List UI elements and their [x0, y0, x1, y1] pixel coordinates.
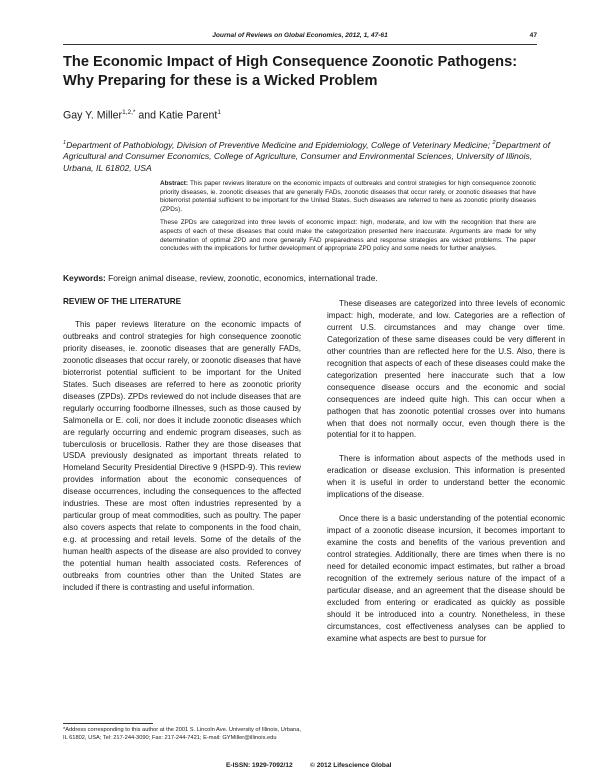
- title-line-2: Why Preparing for these is a Wicked Problem: [63, 73, 378, 89]
- author-2-affiliation-mark: 1: [217, 109, 221, 116]
- right-column: [327, 298, 565, 657]
- affiliation-2: Department of Agricultural and Consumer Economics, College of Agriculture, Consumer and Environmental Sciences, University of Illinois, Urbana, IL 61802, USA: [63, 139, 551, 174]
- abstract-paragraph-2: These ZPDs are categorized into three levels of economic impact: high, moderate, and low with the recognition that there are aspects of each of these diseases that could make the categorization presented here inaccurate. Arguments are made for why determination of optimal ZPD and more generally FAD preparedness and response strategies are wicked problems. The paper concludes with the implications for further development of appropriate ZPD policy and some needs for further analyses.: [160, 219, 536, 253]
- right-paragraph-3: Once there is a basic understanding of the potential economic impact of a zoonotic disease incursion, it becomes important to examine the costs and benefits of the various prevention and control strategies. Additionally, there are times when there is no need for detailed economic impact estimates, but rather a broad recognition of the extremely serious nature of the impact of a particular disease, and an agreement that the disease should be excluded from entering or eradicated as quickly as possible should it be introduced into a country. Nonetheless, in these circumstances, cost effectiveness analyses can be applied to examine what aspects are best to pursue for: [327, 514, 565, 643]
- page-number: 47: [529, 32, 537, 39]
- affiliation-1-mark: 1: [63, 140, 67, 146]
- affiliations: [63, 138, 560, 175]
- affiliation-2-mark: 2: [492, 140, 496, 146]
- running-head: [63, 32, 537, 44]
- title-line-1: The Economic Impact of High Consequence Zoonotic Pathogens:: [63, 54, 518, 70]
- affiliation-1: Department of Pathobiology, Division of Preventive Medicine and Epidemiology, College of Veterinary Medicine;: [66, 139, 493, 150]
- section-heading: REVIEW OF THE LITERATURE: [63, 297, 182, 306]
- left-paragraph-1: This paper reviews literature on the economic impacts of outbreaks and control strategies for high consequence zoonotic priority diseases, ie. zoonotic diseases that are generally FADs, zoonotic diseases that occur rarely, or zoonotic diseases that have bioterrorist potential sufficient to be important for the United States. Such diseases are referred to here as zoonotic priority diseases (ZPDs). ZPDs reviewed do not include diseases that are regularly occurring foodborne illnesses, such as those caused by Salmonella or E. coli, nor does it include zoonotic diseases which are regularly occurring and endemic program diseases, such as tuberculosis or brucellosis. Rather they are those diseases that USDA previously designated as important threats related to Homeland Security Presidential Directive 9 (HSPD-9). This review provides information about the economic consequences of disease occurrences, including the consequences to the affected industries. These are most often industries represented by a particular group of meat commodities, such as poultry. The paper also covers aspects that relate to components in the food chain, e.g. at processing and retail levels. Some of the details of the human health aspects of the disease are also provided to convey the potential human health associated costs. References of outbreaks from countries other than the United States are included if there is contrasting and useful information.: [63, 320, 301, 592]
- author-list: [63, 109, 221, 122]
- author-connector: and Katie Parent: [135, 109, 218, 122]
- left-column: [63, 296, 301, 606]
- abstract: [160, 180, 536, 259]
- footer-copyright: © 2012 Lifescience Global: [310, 762, 392, 769]
- keywords-text: Foreign animal disease, review, zoonotic, economics, international trade.: [108, 273, 378, 283]
- footnote-rule: [63, 723, 153, 724]
- right-paragraph-2: There is information about aspects of the methods used in eradication or disease exclusion. This information is presented when it is useful in order to understand better the economic implications of the disease.: [327, 454, 565, 500]
- abstract-text-1: This paper reviews literature on the economic impacts of outbreaks and control strategies for high consequence zoonotic priority diseases, ie. zoonotic diseases that are generally FADs, zoonotic diseases that occur rarely, or zoonotic diseases that have bioterrorist potential sufficient to be important for the United States. Such diseases are referred to here as zoonotic priority diseases (ZPDs).: [160, 180, 536, 213]
- right-paragraph-1: These diseases are categorized into three levels of economic impact: high, moderate, and low. Categories are a reflection of current U.S. circumstances and may change over time. Categorization of these same diseases could be very different in other countries than are reflected here for the U.S. Also, there is recognition that aspects of each of these diseases could make the categorization presented here inaccurate such that a low consequence disease occurs and the economic and social consequences are indeed quite high. This can occur when a pathogen that has zoonotic potential crosses over into humans when that does not normally occur, even though there is the potential for it to happen.: [327, 299, 565, 440]
- journal-citation: Journal of Reviews on Global Economics, 2012, 1, 47-61: [212, 32, 388, 39]
- header-rule: [63, 44, 537, 45]
- author-1-affiliation-mark: 1,2,*: [122, 109, 136, 116]
- abstract-label: Abstract:: [160, 180, 189, 187]
- keywords-label: Keywords:: [63, 273, 106, 283]
- abstract-paragraph-1: [160, 180, 536, 214]
- corresponding-author-footnote: *Address corresponding to this author at the 2001 S. Lincoln Ave. University of Illinois, Urbana, IL 61802, USA; Tel: 217-244-3090; Fax: 217-244-7421; E-mail: GYMiller@illinois.edu: [63, 727, 301, 741]
- keywords: [63, 273, 560, 283]
- author-1: Gay Y. Miller: [63, 109, 123, 122]
- paper-title: [63, 53, 560, 91]
- footer-issn: E-ISSN: 1929-7092/12: [226, 762, 293, 769]
